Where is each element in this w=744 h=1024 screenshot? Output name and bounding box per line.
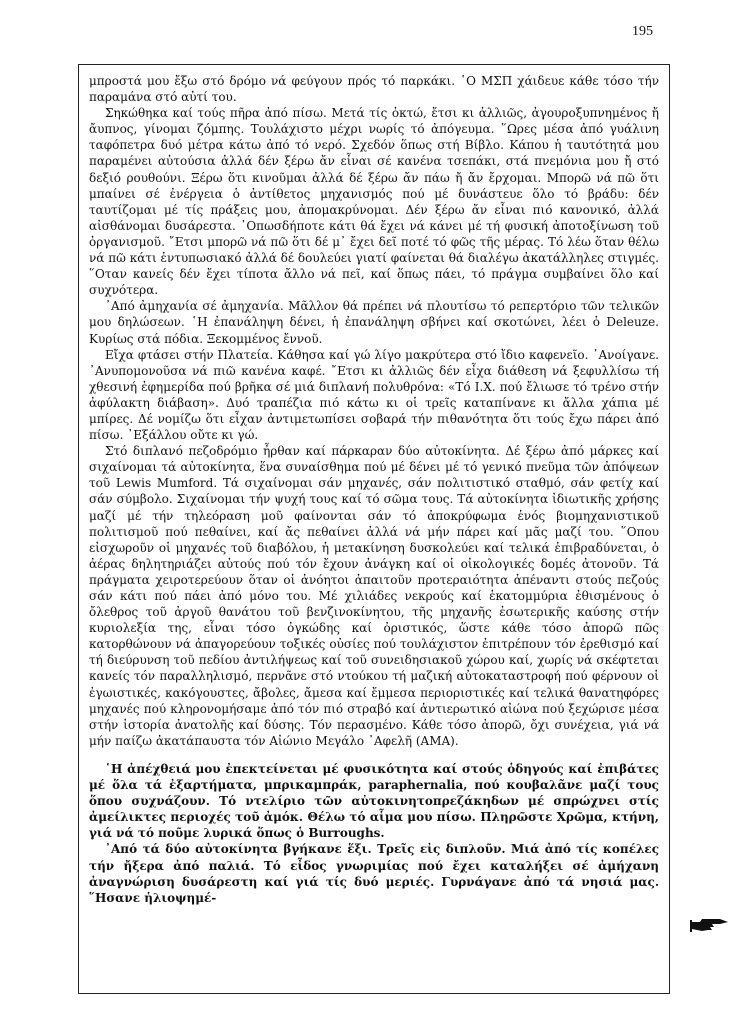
paragraph-1: μπροστά μου ἔξω στό δρόμο νά φεύγουν πρός τό παρκάκι. ῾Ο ΜΣΠ χάιδευε κάθε τόσο τήν παραμάνα στό αὐτί του. xyxy=(89,74,659,105)
text-frame xyxy=(78,64,670,994)
page-number: 195 xyxy=(632,24,653,39)
paragraph-5: Στό διπλανό πεζοδρόμιο ἦρθαν καί πάρκαραν δύο αὐτοκίνητα. Δέ ξέρω ἀπό μάρκες καί σιχαίνομαι τά αὐτοκίνητα, ἕνα συναίσθημα πού μέ δένει μέ τό γενικό πνεῦμα τῶν ἀπόψεων τοῦ Lewis Mumford. Τά σιχαίνομαι σάν μηχανές, σάν πολιτιστικό σταθμό, σάν φετίχ καί σάν σύμβολο. Σιχαίνομαι τήν ψυχή τους καί τό σῶμα τους. Τά αὐτοκίνητα ἰδιωτικῆς χρήσης μαζί μέ τήν τηλεόραση μοῦ φαίνονται σάν τό ἀποκρύφωμα ἑνός βιομηχανιστικοῦ πολιτισμοῦ πού πεθαίνει, καί ἄς πεθαίνει ἀλλά νά μήν πάρει καί μᾶς μαζί του. ῞Οπου εἰσχωροῦν οἱ μηχανές τοῦ διαβόλου, ἡ μετακίνηση δυσκολεύει καί τελικά ἐπιβραδύνεται, ὁ ἀέρας δηλητηριάζει αὐτούς πού τόν ἔχουν ἀνάγκη καί οἱ οἰκολογικές δομές ἀτονοῦν. Τά πράγματα χειροτερεύουν ὅταν οἱ ἀνόητοι ἀπαιτοῦν προτεραιότητα ἀπέναντι στούς πεζούς σάν κάτι πού πάει ἀπό μόνο του. Μέ χιλιάδες νεκρούς καί ἑκατομμύρια ἐθισμένους ὁ ὄλεθρος τοῦ ἀργοῦ θανάτου τοῦ βενζινοκίνητου, τῆς μηχανῆς ἐσωτερικῆς καύσης στήν κυριολεξία της, εἶναι τόσο ὀγκώδης καί ὀριστικός, ὥστε κάθε τόσο ἀπορῶ πῶς κατορθώνουν νά ἀπαγορεύουν τοξικές οὐσίες πού τουλάχιστον ἐπιτρέπουν τόν ἐρεθισμό καί τή διεύρυνση τοῦ πεδίου ἀντιλήψεως καί τοῦ συνειδησιακοῦ χώρου καί, χωρίς νά σκέφτεται κανείς τόν παραλληλισμό, περνᾶνε στό ντούκου τή μαζική αὐτοκαταστροφή πού φέρνουν οἱ ἐγωιστικές, κακόγουστες, ἄβολες, ἄμεσα καί ἔμμεσα περιοριστικές καί τελικά θανατηφόρες μηχανές πού κληρονομήσαμε ἀπό τόν πιό στραβό καί ἀντιερωτικό αἰώνα πού ξεχώρισε μέσα στήν ἱστορία ἀνατολῆς καί δύσης. Τόν περασμένο. Κάθε τόσο ἀπορῶ, ὄχι συνέχεια, γιά νά μήν παίζω ἀκατάπαυστα τόν Αἰώνιο Μεγάλο ᾽Αφελῆ (ΑΜΑ). xyxy=(89,444,659,748)
paragraph-4: Εἴχα φτάσει στήν Πλατεία. Κάθησα καί γώ λίγο μακρύτερα στό ἴδιο καφενεῖο. ᾽Ανοίγανε. ᾽Ανυπομονοῦσα νά πιῶ κανένα καφέ. ῎Ετσι κι ἀλλιῶς δέν εἶχα διάθεση νά ξεφυλλίσω τή χθεσινή ἐφημερίδα πού βρῆκα σέ μιά διπλανή πολυθρόνα: «Τό Ι.Χ. πού ἔλιωσε τό τρένο στήν ἀφύλακτη διάβαση». Δυό τραπέζια πιό κάτω κι οἱ τρεῖς καταπίνανε κι ἄλλα χάπια μέ μπίρες. Δέ νομίζω ὅτι εἶχαν ἀντιμετωπίσει σοβαρά τήν πιθανότητα ὅτι τούς ἔχω πάρει ἀπό πίσω. ᾽Εξάλλου οὔτε κι γώ. xyxy=(89,347,659,443)
paragraph-2: Σηκώθηκα καί τούς πῆρα ἀπό πίσω. Μετά τίς ὀκτώ, ἔτσι κι ἀλλιῶς, ἀγουροξυπνημένος ἤ ἄυπνος, γίνομαι ζόμπης. Τουλάχιστο μέχρι νωρίς τό ἀπόγευμα. ῞Ωρες μέσα ἀπό γυάλινη ταφόπετρα δυό μέτρα κάτω ἀπό τό νερό. Σχεδόν ὅπως στή Βίβλο. Κάπου ἡ ταυτότητά μου παραμένει αὐτούσια ἀλλά δέν ξέρω ἄν εἶναι σέ κανένα τσεπάκι, στά πνεμόνια μου ἤ στό δεξιό ρουθούνι. Ξέρω ὅτι κινοῦμαι ἀλλά δέ ξέρω ἄν πάω ἤ ἄν ἔρχομαι. Μπορῶ νά πῶ ὅτι μπαίνει σέ ἐνέργεια ὁ ἀντίθετος μηχανισμός πού μέ δυνάστευε ὅλο τό βράδυ: δέν ταυτίζομαι μέ τίς πράξεις μου, ἀπομακρύνομαι. Δέν ξέρω ἄν εἶναι πιό κανονικό, ἀλλά αἰσθάνομαι δυσάρεστα. ᾽Οπωσδήποτε κάτι θά ἔχει νά κάνει μέ τή φυσική ἀποτοξίνωση τοῦ ὀργανισμοῦ. ῎Ετσι μπορῶ νά πῶ ὅτι δέ μ᾽ ἔχει δεῖ ποτέ τό φῶς τῆς μέρας. Τό λέω ὅταν θέλω νά πῶ κάτι ἐντυπωσιακό ἀλλά δέ δουλεύει γιατί φαίνεται θά διαλέγω ἀκατάλληλες στιγμές. ῞Οταν κανείς δέν ἔχει τίποτα ἄλλο νά πεῖ, καί ὅπως πάει, τό πράγμα συμβαίνει ὅλο καί συχνότερα. xyxy=(89,106,659,298)
section-gap xyxy=(89,749,659,761)
bold-paragraph-1: ῾Η ἀπέχθειά μου ἐπεκτείνεται μέ φυσικότητα καί στούς ὁδηγούς καί ἐπιβάτες μέ ὅλα τά ἐξαρτήματα, μπρικαμπράκ, paraphernalia, πού κουβαλᾶνε μαζί τους ὅπου συχνάζουν. Τό ντελίριο τῶν αὐτοκινητοπρεζάκηδων μέ σπρώχνει στίς ἀμείλικτες περιοχές τοῦ ἀμόκ. Θέλω τό αἷμα μου πίσω. Πληρῶστε Χρῶμα, κτήνη, γιά νά τό ποῦμε λυρικά ὅπως ὁ Burroughs. xyxy=(89,761,659,841)
paragraph-3: ᾽Από ἀμηχανία σέ ἀμηχανία. Μᾶλλον θά πρέπει νά πλουτίσω τό ρεπερτόριο τῶν τελικῶν μου δηλώσεων. ῾Η ἐπανάληψη δένει, ἡ ἐπανάληψη σβήνει καί σκοτώνει, λέει ὁ Deleuze. Κυρίως στά πόδια. Ξεκομμένος ἔννοῦ. xyxy=(89,299,659,346)
bold-paragraph-2: ᾽Από τά δύο αὐτοκίνητα βγήκανε ἕξι. Τρεῖς εἰς διπλοῦν. Μιά ἀπό τίς κοπέλες τήν ἤξερα ἀπό παλιά. Τό εἶδος γνωριμίας πού ἔχει καταλήξει σέ ἀμήχανη ἀναγνώριση δυσάρεστη καί γιά τίς δυό μεριές. Γυρνάγανε ἀπό τά νησιά μας. ῞Ησανε ἡλιοψημέ- xyxy=(89,842,659,905)
pointing-hand-icon xyxy=(690,916,730,934)
